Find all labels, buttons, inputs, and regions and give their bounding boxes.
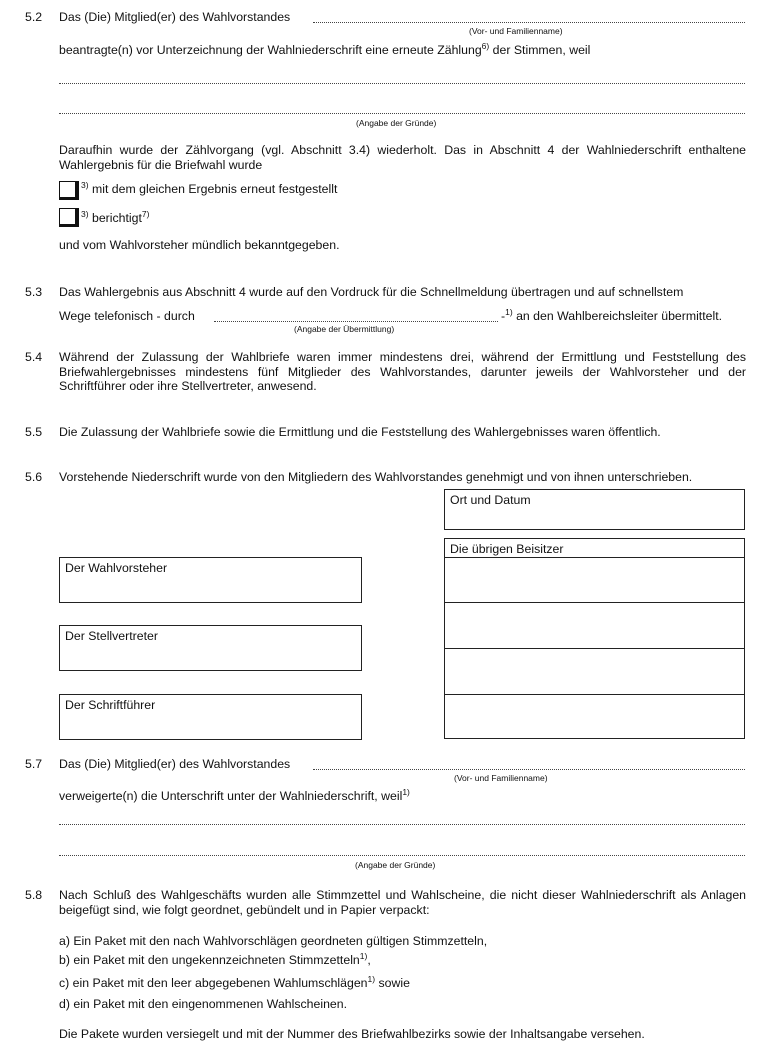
- assessor-signature-4[interactable]: [444, 694, 745, 739]
- chairman-label: Der Wahlvorsteher: [65, 561, 168, 575]
- package-item-a: a) Ein Paket mit den nach Wahlvorschlägen geordneten gültigen Stimmzetteln,: [59, 934, 488, 948]
- secretary-signature-box[interactable]: [59, 694, 362, 740]
- member-label: Das (Die) Mitglied(er) des Wahlvorstandes: [59, 10, 291, 24]
- transmission-method-label: Wege telefonisch - durch: [59, 309, 195, 323]
- reason-field-1[interactable]: [59, 83, 745, 84]
- checkbox-same-result[interactable]: [59, 181, 79, 200]
- item-text-end: ,: [367, 953, 371, 967]
- name-hint: (Vor- und Familienname): [454, 773, 548, 783]
- packaging-paragraph: Nach Schluß des Wahlgeschäfts wurden alle Stimmzettel und Wahlscheine, die nicht dieser Wahlniederschrift als Anlagen beigefügt sind, wie folgt geordnet, gebündelt und in Papier verpackt:: [59, 888, 746, 917]
- refusal-text: verweigerte(n) die Unterschrift unter der Wahlniederschrift, weil: [59, 789, 403, 803]
- member-name-field[interactable]: [313, 22, 745, 23]
- item-text: b) ein Paket mit den ungekennzeichneten Stimmzetteln: [59, 953, 360, 967]
- assessor-signature-2[interactable]: [444, 602, 745, 649]
- refusal-line: [59, 789, 410, 803]
- item-text-end: sowie: [375, 976, 410, 990]
- place-date-box[interactable]: [444, 489, 745, 530]
- name-hint: (Vor- und Familienname): [469, 26, 563, 36]
- item-text: c) ein Paket mit den leer abgegebenen Wahlumschlägen: [59, 976, 368, 990]
- package-item-c: [59, 976, 410, 990]
- public-text: Die Zulassung der Wahlbriefe sowie die Ermittlung und die Feststellung des Wahlergebnisses waren öffentlich.: [59, 425, 661, 439]
- package-item-d: d) ein Paket mit den eingenommenen Wahlscheinen.: [59, 997, 348, 1011]
- section-number: 5.2: [25, 10, 43, 24]
- assessor-signature-1[interactable]: [444, 557, 745, 603]
- recount-text-end: der Stimmen, weil: [489, 43, 591, 57]
- member-name-field[interactable]: [313, 769, 745, 770]
- section-number: 5.8: [25, 888, 43, 902]
- footnote-ref: 1): [505, 307, 513, 317]
- reason-field-2[interactable]: [59, 113, 745, 114]
- reasons-hint: (Angabe der Gründe): [355, 860, 436, 870]
- option-label: berichtigt: [88, 211, 142, 225]
- checkbox-corrected[interactable]: [59, 208, 79, 227]
- option-label: mit dem gleichen Ergebnis erneut festgestellt: [88, 182, 338, 196]
- footnote-ref: 3): [81, 180, 89, 190]
- attendance-paragraph: Während der Zulassung der Wahlbriefe waren immer mindestens drei, während der Ermittlung und Feststellung des Briefwahlergebnisses mindestens fünf Mitglieder des Wahlvorstandes, darunter jeweils der Wahlvorsteher und der Schriftführer oder ihre Stellvertreter, anwesend.: [59, 350, 746, 393]
- footnote-ref: 1): [402, 787, 410, 797]
- member-label: Das (Die) Mitglied(er) des Wahlvorstandes: [59, 757, 291, 771]
- approval-text: Vorstehende Niederschrift wurde von den Mitgliedern des Wahlvorstandes genehmigt und von ihnen unterschrieben.: [59, 470, 693, 484]
- package-item-b: [59, 953, 371, 967]
- option-same-result: [81, 182, 337, 196]
- recount-paragraph: Daraufhin wurde der Zählvorgang (vgl. Abschnitt 3.4) wiederholt. Das in Abschnitt 4 der Wahlniederschrift enthaltene Wahlergebnis für die Briefwahl wurde: [59, 143, 746, 172]
- secretary-label: Der Schriftführer: [65, 698, 156, 712]
- recount-request-line: [59, 43, 590, 57]
- recount-text: beantragte(n) vor Unterzeichnung der Wahlniederschrift eine erneute Zählung: [59, 43, 482, 57]
- transmission-hint: (Angabe der Übermittlung): [294, 324, 395, 334]
- option-corrected: [81, 211, 149, 225]
- reasons-hint: (Angabe der Gründe): [356, 118, 437, 128]
- assessors-label: Die übrigen Beisitzer: [450, 542, 564, 556]
- deputy-signature-box[interactable]: [59, 625, 362, 671]
- section-number: 5.3: [25, 285, 43, 299]
- announced-line: und vom Wahlvorsteher mündlich bekanntgegeben.: [59, 238, 340, 252]
- section-number: 5.5: [25, 425, 43, 439]
- reason-field-1[interactable]: [59, 824, 745, 825]
- transmission-method-field[interactable]: [214, 321, 498, 322]
- section-number: 5.4: [25, 350, 43, 364]
- chairman-signature-box[interactable]: [59, 557, 362, 603]
- deputy-label: Der Stellvertreter: [65, 629, 158, 643]
- footnote-ref: 7): [141, 209, 150, 219]
- dash: -: [501, 309, 506, 323]
- sealing-text: Die Pakete wurden versiegelt und mit der Nummer des Briefwahlbezirks sowie der Inhaltsangabe versehen.: [59, 1027, 645, 1041]
- footnote-ref: 1): [367, 974, 376, 984]
- transmission-text-end: an den Wahlbereichsleiter übermittelt.: [512, 309, 723, 323]
- footnote-ref: 3): [81, 209, 89, 219]
- footnote-ref: 1): [359, 951, 368, 961]
- transmission-text: Das Wahlergebnis aus Abschnitt 4 wurde auf den Vordruck für die Schnellmeldung übertragen und auf schnellstem: [59, 285, 684, 299]
- place-date-label: Ort und Datum: [450, 493, 531, 507]
- assessor-signature-3[interactable]: [444, 648, 745, 695]
- footnote-ref: 6): [481, 41, 490, 51]
- reason-field-2[interactable]: [59, 855, 745, 856]
- section-number: 5.6: [25, 470, 43, 484]
- section-number: 5.7: [25, 757, 43, 771]
- transmission-line-end: [501, 309, 722, 323]
